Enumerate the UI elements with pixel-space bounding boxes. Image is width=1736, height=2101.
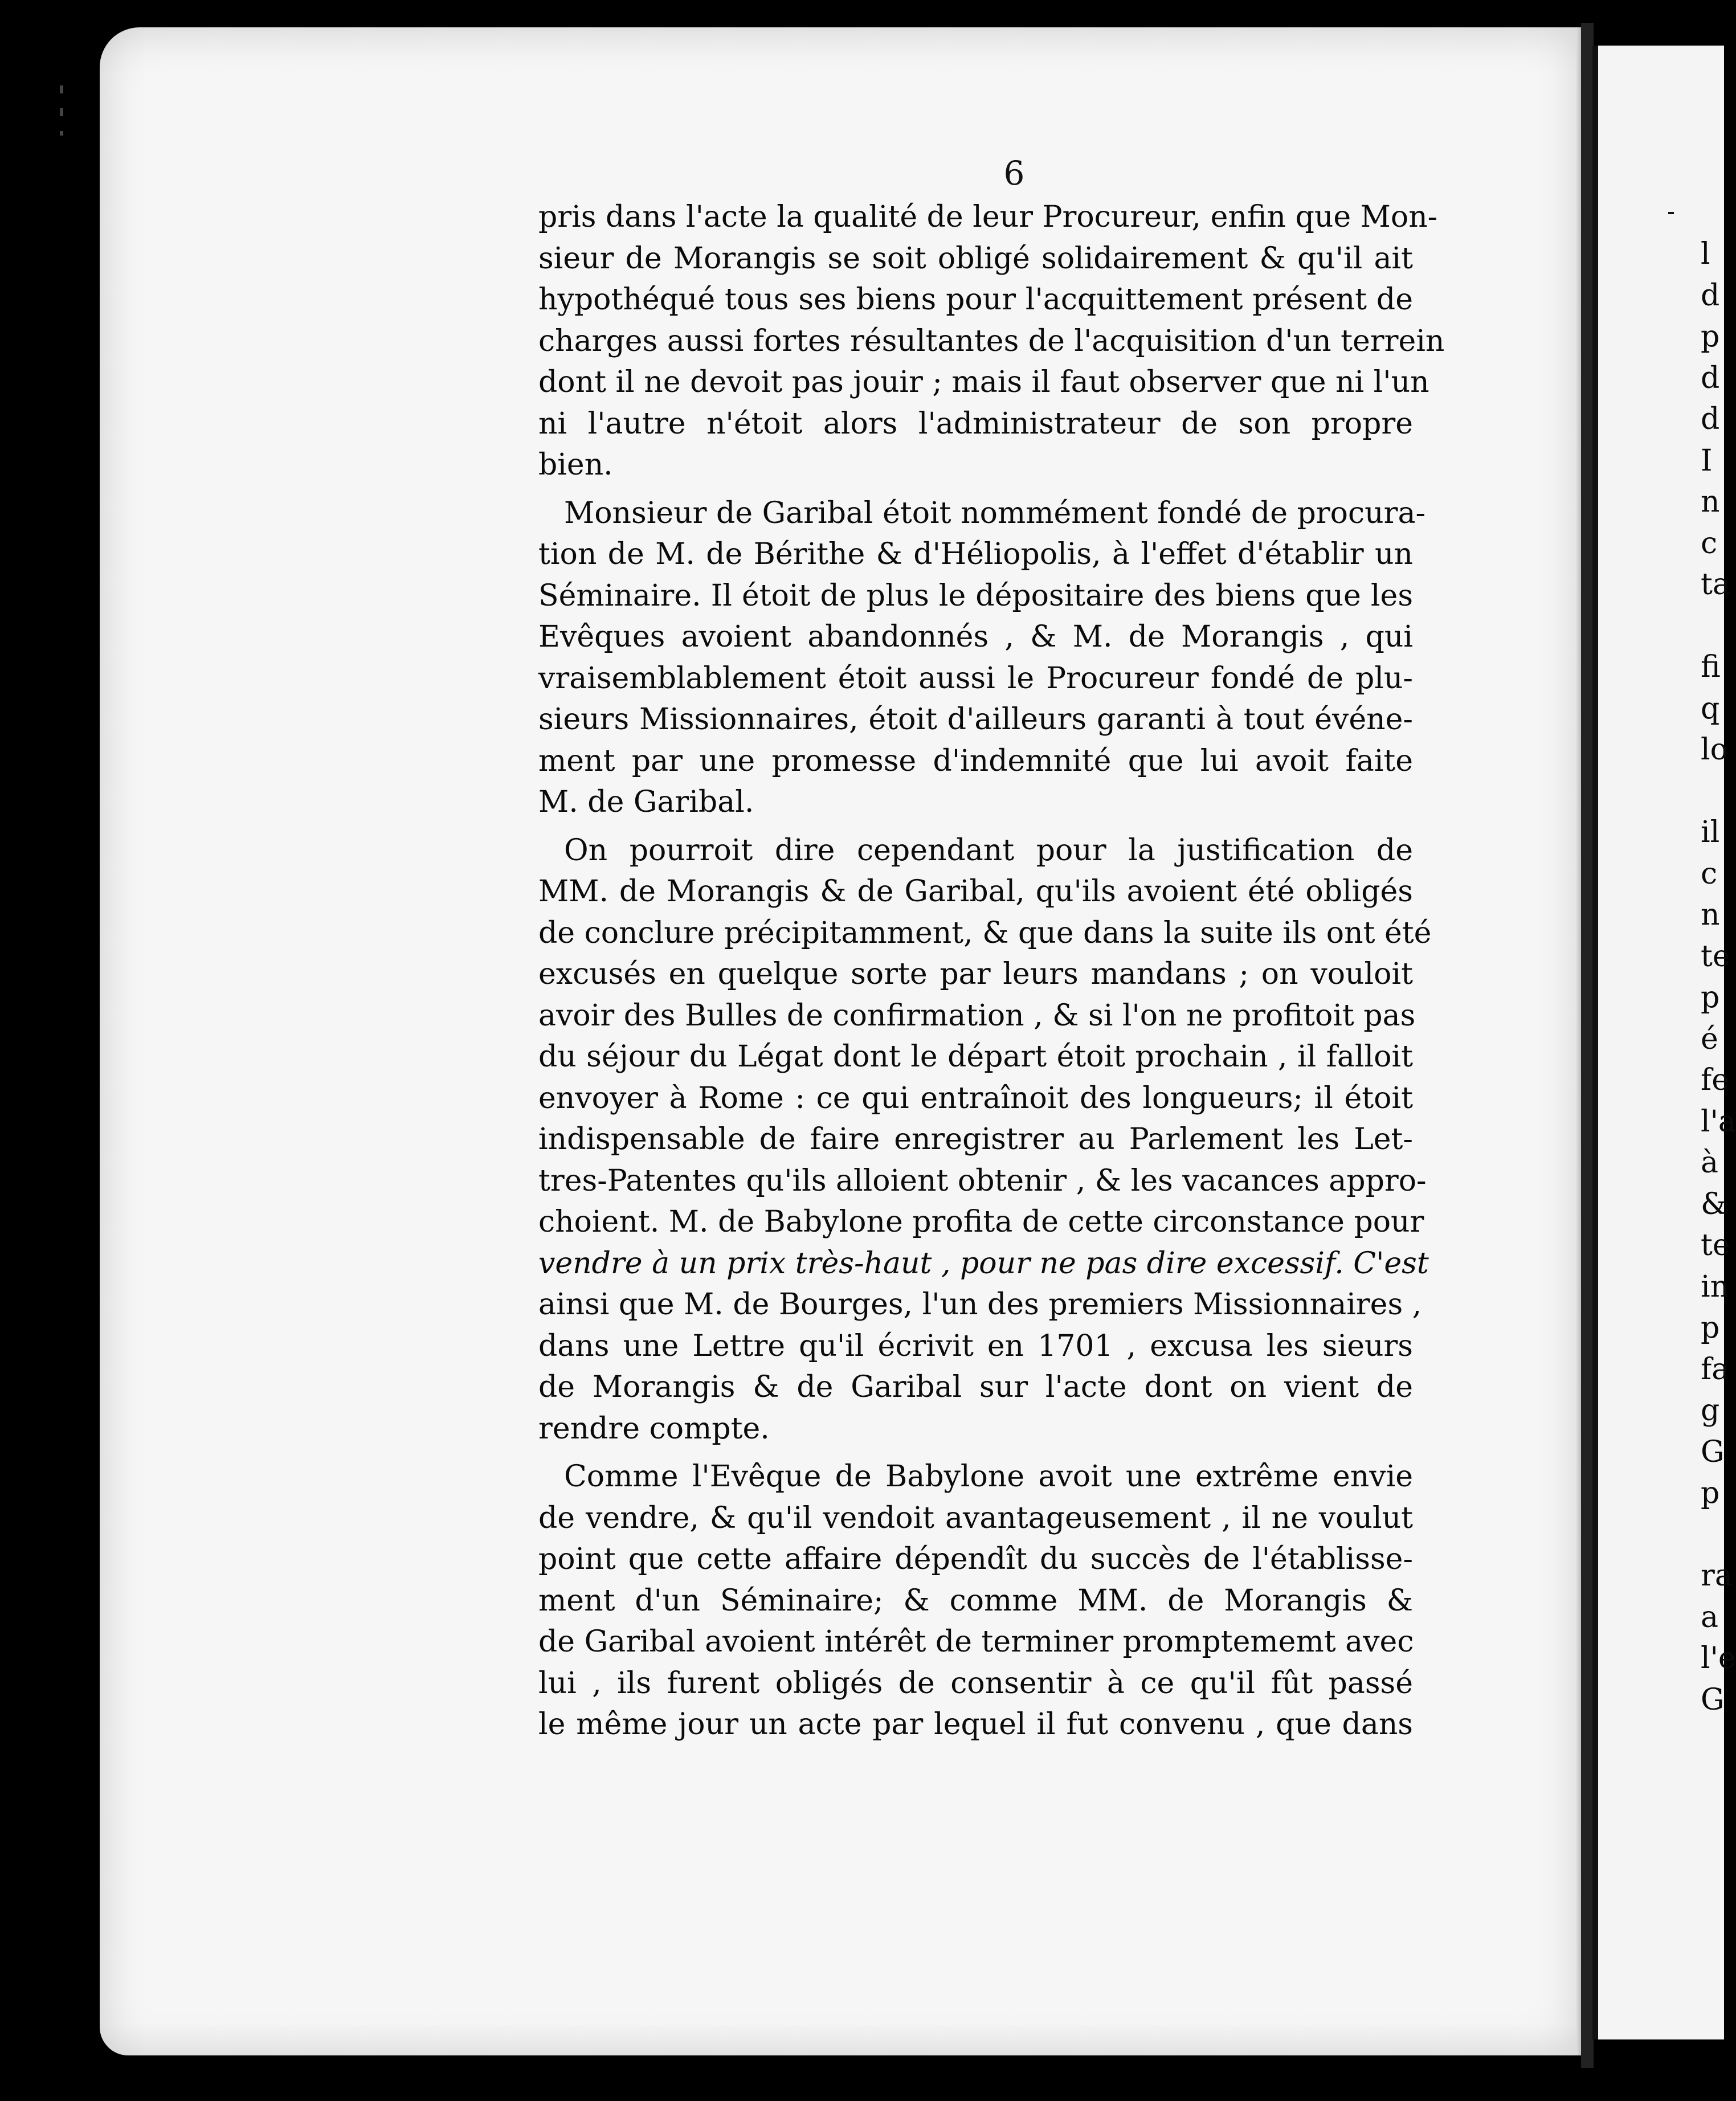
text-line: ment par une promesse d'indemnité que lui avoit faite bbox=[538, 743, 1413, 778]
text-line: du séjour du Légat dont le départ étoit prochain , il falloit bbox=[538, 1040, 1413, 1074]
page-number: 6 bbox=[1003, 154, 1025, 193]
text-line: Comme l'Evêque de Babylone avoit une extrême envie bbox=[564, 1460, 1413, 1494]
facing-page-fragment: ra bbox=[1701, 1559, 1733, 1593]
facing-page-fragment: ta bbox=[1701, 567, 1730, 602]
text-line: dans une Lettre qu'il écrivit en 1701 , excusa les sieurs bbox=[538, 1329, 1413, 1363]
book-gutter bbox=[1581, 23, 1594, 2068]
facing-page-fragment: te bbox=[1701, 1228, 1730, 1262]
facing-page-fragment: l bbox=[1701, 237, 1710, 271]
facing-page-fragment: G bbox=[1701, 1682, 1725, 1717]
text-line: MM. de Morangis & de Garibal, qu'ils avoient été obligés bbox=[538, 874, 1413, 909]
text-line: dont il ne devoit pas jouir ; mais il faut observer que ni l'un bbox=[538, 365, 1429, 399]
paragraph-gap bbox=[538, 823, 1413, 830]
paragraph bbox=[538, 830, 1432, 1450]
facing-page-fragment: fe bbox=[1701, 1063, 1730, 1097]
body-text bbox=[538, 197, 1445, 1746]
text-line: ment d'un Séminaire; & comme MM. de Morangis & bbox=[538, 1583, 1413, 1618]
facing-page-fragment: c bbox=[1701, 856, 1718, 891]
text-line: Séminaire. Il étoit de plus le dépositaire des biens que les bbox=[538, 578, 1413, 613]
facing-page-fragment: n bbox=[1701, 485, 1720, 519]
paragraph-gap bbox=[538, 486, 1413, 493]
text-line: point que cette affaire dépendît du succès de l'établisse- bbox=[538, 1542, 1413, 1576]
paragraph bbox=[538, 197, 1445, 486]
facing-page-fragment: te bbox=[1701, 939, 1730, 974]
facing-page-fragment: p bbox=[1701, 980, 1720, 1015]
facing-page-fragment: c bbox=[1701, 526, 1718, 561]
text-line: M. de Garibal. bbox=[538, 785, 754, 819]
text-line: avoir des Bulles de confirmation , & si l'on ne profitoit pas bbox=[538, 998, 1416, 1033]
facing-page-fragment: é bbox=[1701, 1021, 1718, 1056]
text-line: indispensable de faire enregistrer au Parlement les Let- bbox=[538, 1122, 1413, 1156]
text-line: ainsi que M. de Bourges, l'un des premiers Missionnaires , bbox=[538, 1287, 1422, 1322]
text-line: excusés en quelque sorte par leurs mandans ; on vouloit bbox=[538, 957, 1413, 991]
text-line: lui , ils furent obligés de consentir à ce qu'il fût passé bbox=[538, 1666, 1413, 1701]
text-line: vraisemblablement étoit aussi le Procureur fondé de plu- bbox=[538, 661, 1413, 696]
facing-page-fragment: lo bbox=[1701, 733, 1728, 767]
text-line: bien. bbox=[538, 448, 613, 482]
text-line: pris dans l'acte la qualité de leur Procureur, enfin que Mon- bbox=[538, 200, 1438, 234]
margin-mark bbox=[60, 131, 63, 136]
text-line: sieurs Missionnaires, étoit d'ailleurs garanti à tout événe- bbox=[538, 702, 1413, 737]
text-line: ni l'autre n'étoit alors l'administrateur de son propre bbox=[538, 406, 1413, 441]
paragraph bbox=[538, 1456, 1413, 1746]
text-line: rendre compte. bbox=[538, 1411, 770, 1446]
text-line: Monsieur de Garibal étoit nommément fondé de procura- bbox=[564, 496, 1426, 530]
facing-page-fragment: d bbox=[1701, 361, 1720, 395]
text-line: choient. M. de Babylone profita de cette circonstance pour bbox=[538, 1205, 1424, 1239]
text-line: de Morangis & de Garibal sur l'acte dont on vient de bbox=[538, 1370, 1413, 1404]
facing-page-dash bbox=[1668, 212, 1674, 214]
text-line: de vendre, & qu'il vendoit avantageusement , il ne voulut bbox=[538, 1501, 1413, 1535]
facing-page-fragment: & bbox=[1701, 1187, 1727, 1221]
facing-page-fragment: q bbox=[1701, 691, 1720, 726]
paragraph bbox=[538, 493, 1426, 823]
facing-page-fragment: G bbox=[1701, 1434, 1725, 1469]
margin-mark bbox=[60, 85, 63, 93]
facing-page-fragments bbox=[1701, 234, 1736, 1720]
text-line: envoyer à Rome : ce qui entraînoit des longueurs; il étoit bbox=[538, 1081, 1413, 1115]
facing-page-fragment: l'e bbox=[1701, 1641, 1736, 1675]
facing-page-fragment bbox=[1701, 1514, 1718, 1556]
facing-page-fragment: a bbox=[1701, 1600, 1719, 1634]
facing-page-fragment: I bbox=[1701, 443, 1713, 478]
text-line: On pourroit dire cependant pour la justification de bbox=[564, 833, 1413, 868]
text-line: tres-Patentes qu'ils alloient obtenir , & les vacances appro- bbox=[538, 1163, 1427, 1198]
text-line: sieur de Morangis se soit obligé solidairement & qu'il ait bbox=[538, 241, 1413, 276]
margin-mark bbox=[60, 108, 63, 116]
facing-page-fragment: p bbox=[1701, 1311, 1720, 1345]
facing-page-fragment: fi bbox=[1701, 650, 1721, 684]
text-line: charges aussi fortes résultantes de l'acquisition d'un terrein bbox=[538, 324, 1445, 358]
facing-page-fragment bbox=[1701, 771, 1718, 812]
text-line: Evêques avoient abandonnés , & M. de Morangis , qui bbox=[538, 620, 1413, 654]
facing-page-fragment: p bbox=[1701, 320, 1720, 354]
facing-page-fragment: n bbox=[1701, 898, 1720, 932]
facing-page-fragment: d bbox=[1701, 278, 1720, 313]
text-line: le même jour un acte par lequel il fut convenu , que dans bbox=[538, 1707, 1413, 1742]
facing-page-fragment: à bbox=[1701, 1146, 1719, 1180]
paragraph-gap bbox=[538, 1449, 1413, 1456]
facing-page-fragment: in bbox=[1701, 1269, 1730, 1304]
facing-page-fragment: il bbox=[1701, 815, 1720, 849]
text-line: vendre à un prix très-haut , pour ne pas dire excessif. C'est bbox=[538, 1246, 1429, 1281]
text-line: de conclure précipitamment, & que dans la suite ils ont été bbox=[538, 915, 1432, 950]
facing-page-fragment: fa bbox=[1701, 1352, 1730, 1387]
text-line: de Garibal avoient intérêt de terminer promptememt avec bbox=[538, 1625, 1414, 1659]
facing-page-fragment: p bbox=[1701, 1476, 1720, 1510]
text-line: tion de M. de Bérithe & d'Héliopolis, à l'effet d'établir un bbox=[538, 537, 1413, 571]
facing-page-fragment bbox=[1701, 606, 1718, 647]
facing-page-fragment: d bbox=[1701, 402, 1720, 436]
text-line: hypothéqué tous ses biens pour l'acquittement présent de bbox=[538, 283, 1413, 317]
facing-page-fragment: l'a bbox=[1701, 1104, 1736, 1139]
facing-page-fragment: g bbox=[1701, 1393, 1720, 1428]
